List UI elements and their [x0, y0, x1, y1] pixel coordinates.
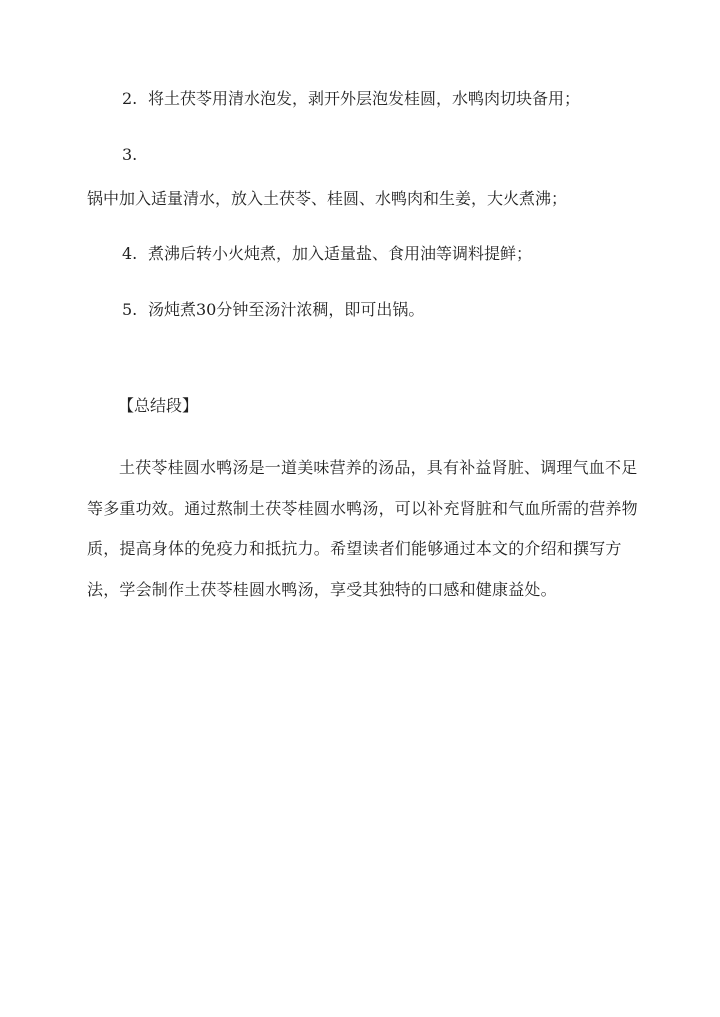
- step-2: [122, 87, 580, 111]
- summary-paragraph: 土茯苓桂圆水鸭汤是一道美味营养的汤品，具有补益肾脏、调理气血不足等多重功效。通过熬制土茯苓桂圆水鸭汤，可以补充肾脏和气血所需的营养物质，提高身体的免疫力和抵抗力。希望读者们能够通过本文的介绍和撰写方法，学会制作土茯苓桂圆水鸭汤，享受其独特的口感和健康益处。: [87, 458, 638, 599]
- step-3-text-line: [87, 187, 567, 211]
- step-text: 汤炖煮30分钟至汤汁浓稠，即可出锅。: [148, 300, 425, 319]
- step-3-number-line: [122, 143, 148, 167]
- step-text: 煮沸后转小火炖煮，加入适量盐、食用油等调料提鲜；: [148, 244, 533, 263]
- step-4: [122, 242, 532, 266]
- step-5: [122, 298, 424, 322]
- step-number: 2.: [122, 89, 138, 108]
- step-number: 4.: [122, 244, 138, 263]
- step-number: 3.: [122, 145, 138, 164]
- step-number: 5.: [122, 300, 138, 319]
- step-text: 将土茯苓用清水泡发，剥开外层泡发桂圆，水鸭肉切块备用；: [148, 89, 581, 108]
- step-text: 锅中加入适量清水，放入土茯苓、桂圆、水鸭肉和生姜，大火煮沸；: [87, 189, 568, 208]
- summary-heading: 【总结段】: [118, 396, 199, 415]
